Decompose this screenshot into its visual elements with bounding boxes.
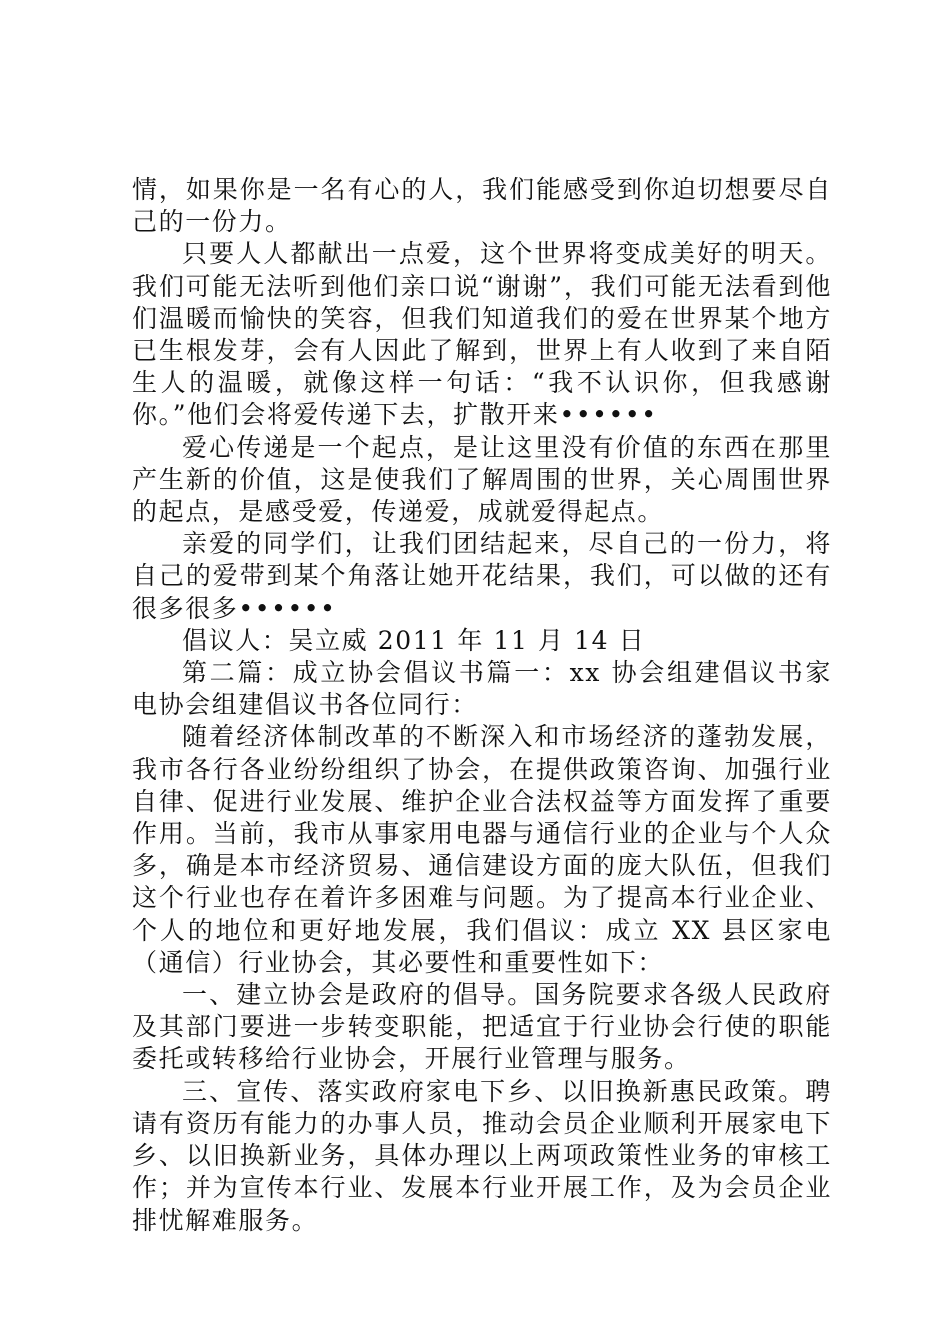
paragraph-7: 随着经济体制改革的不断深入和市场经济的蓬勃发展，我市各行各业纷纷组织了协会，在提供政策咨询、加强行业自律、促进行业发展、维护企业合法权益等方面发挥了重要作用。当前，我市从事家用电器与通信行业的企业与个人众多，确是本市经济贸易、通信建设方面的庞大队伍，但我们这个行业也存在着许多困难与问题。为了提高本行业企业、个人的地位和更好地发展，我们倡议：成立 XX 县区家电（通信）行业协会，其必要性和重要性如下： — [132, 722, 832, 977]
paragraph-1: 情，如果你是一名有心的人，我们能感受到你迫切想要尽自己的一份力。 — [132, 175, 832, 237]
paragraph-3: 爱心传递是一个起点，是让这里没有价值的东西在那里产生新的价值，这是使我们了解周围的世界，关心周围世界的起点，是感受爱，传递爱，成就爱得起点。 — [132, 432, 832, 527]
section-heading: 第二篇：成立协会倡议书篇一：xx 协会组建倡议书家电协会组建倡议书各位同行： — [132, 658, 832, 720]
paragraph-9: 三、宣传、落实政府家电下乡、以旧换新惠民政策。聘请有资历有能力的办事人员，推动会员企业顺利开展家电下乡、以旧换新业务，具体办理以上两项政策性业务的审核工作；并为宣传本行业、发展本行业开展工作，及为会员企业排忧解难服务。 — [132, 1076, 832, 1235]
document-body — [132, 174, 832, 1237]
paragraph-8: 一、建立协会是政府的倡导。国务院要求各级人民政府及其部门要进一步转变职能，把适宜于行业协会行使的职能委托或转移给行业协会，开展行业管理与服务。 — [132, 980, 832, 1074]
signature-line: 倡议人：吴立威 2011 年 11 月 14 日 — [182, 625, 646, 655]
paragraph-4: 亲爱的同学们，让我们团结起来，尽自己的一份力，将自己的爱带到某个角落让她开花结果，我们，可以做的还有很多很多•••••• — [132, 529, 832, 623]
paragraph-2: 只要人人都献出一点爱，这个世界将变成美好的明天。我们可能无法听到他们亲口说“谢谢”，我们可能无法看到他们温暖而愉快的笑容，但我们知道我们的爱在世界某个地方已生根发芽，会有人因此了解到，世界上有人收到了来自陌生人的温暖，就像这样一句话：“我不认识你，但我感谢你。”他们会将爱传递下去，扩散开来•••••• — [132, 239, 832, 430]
